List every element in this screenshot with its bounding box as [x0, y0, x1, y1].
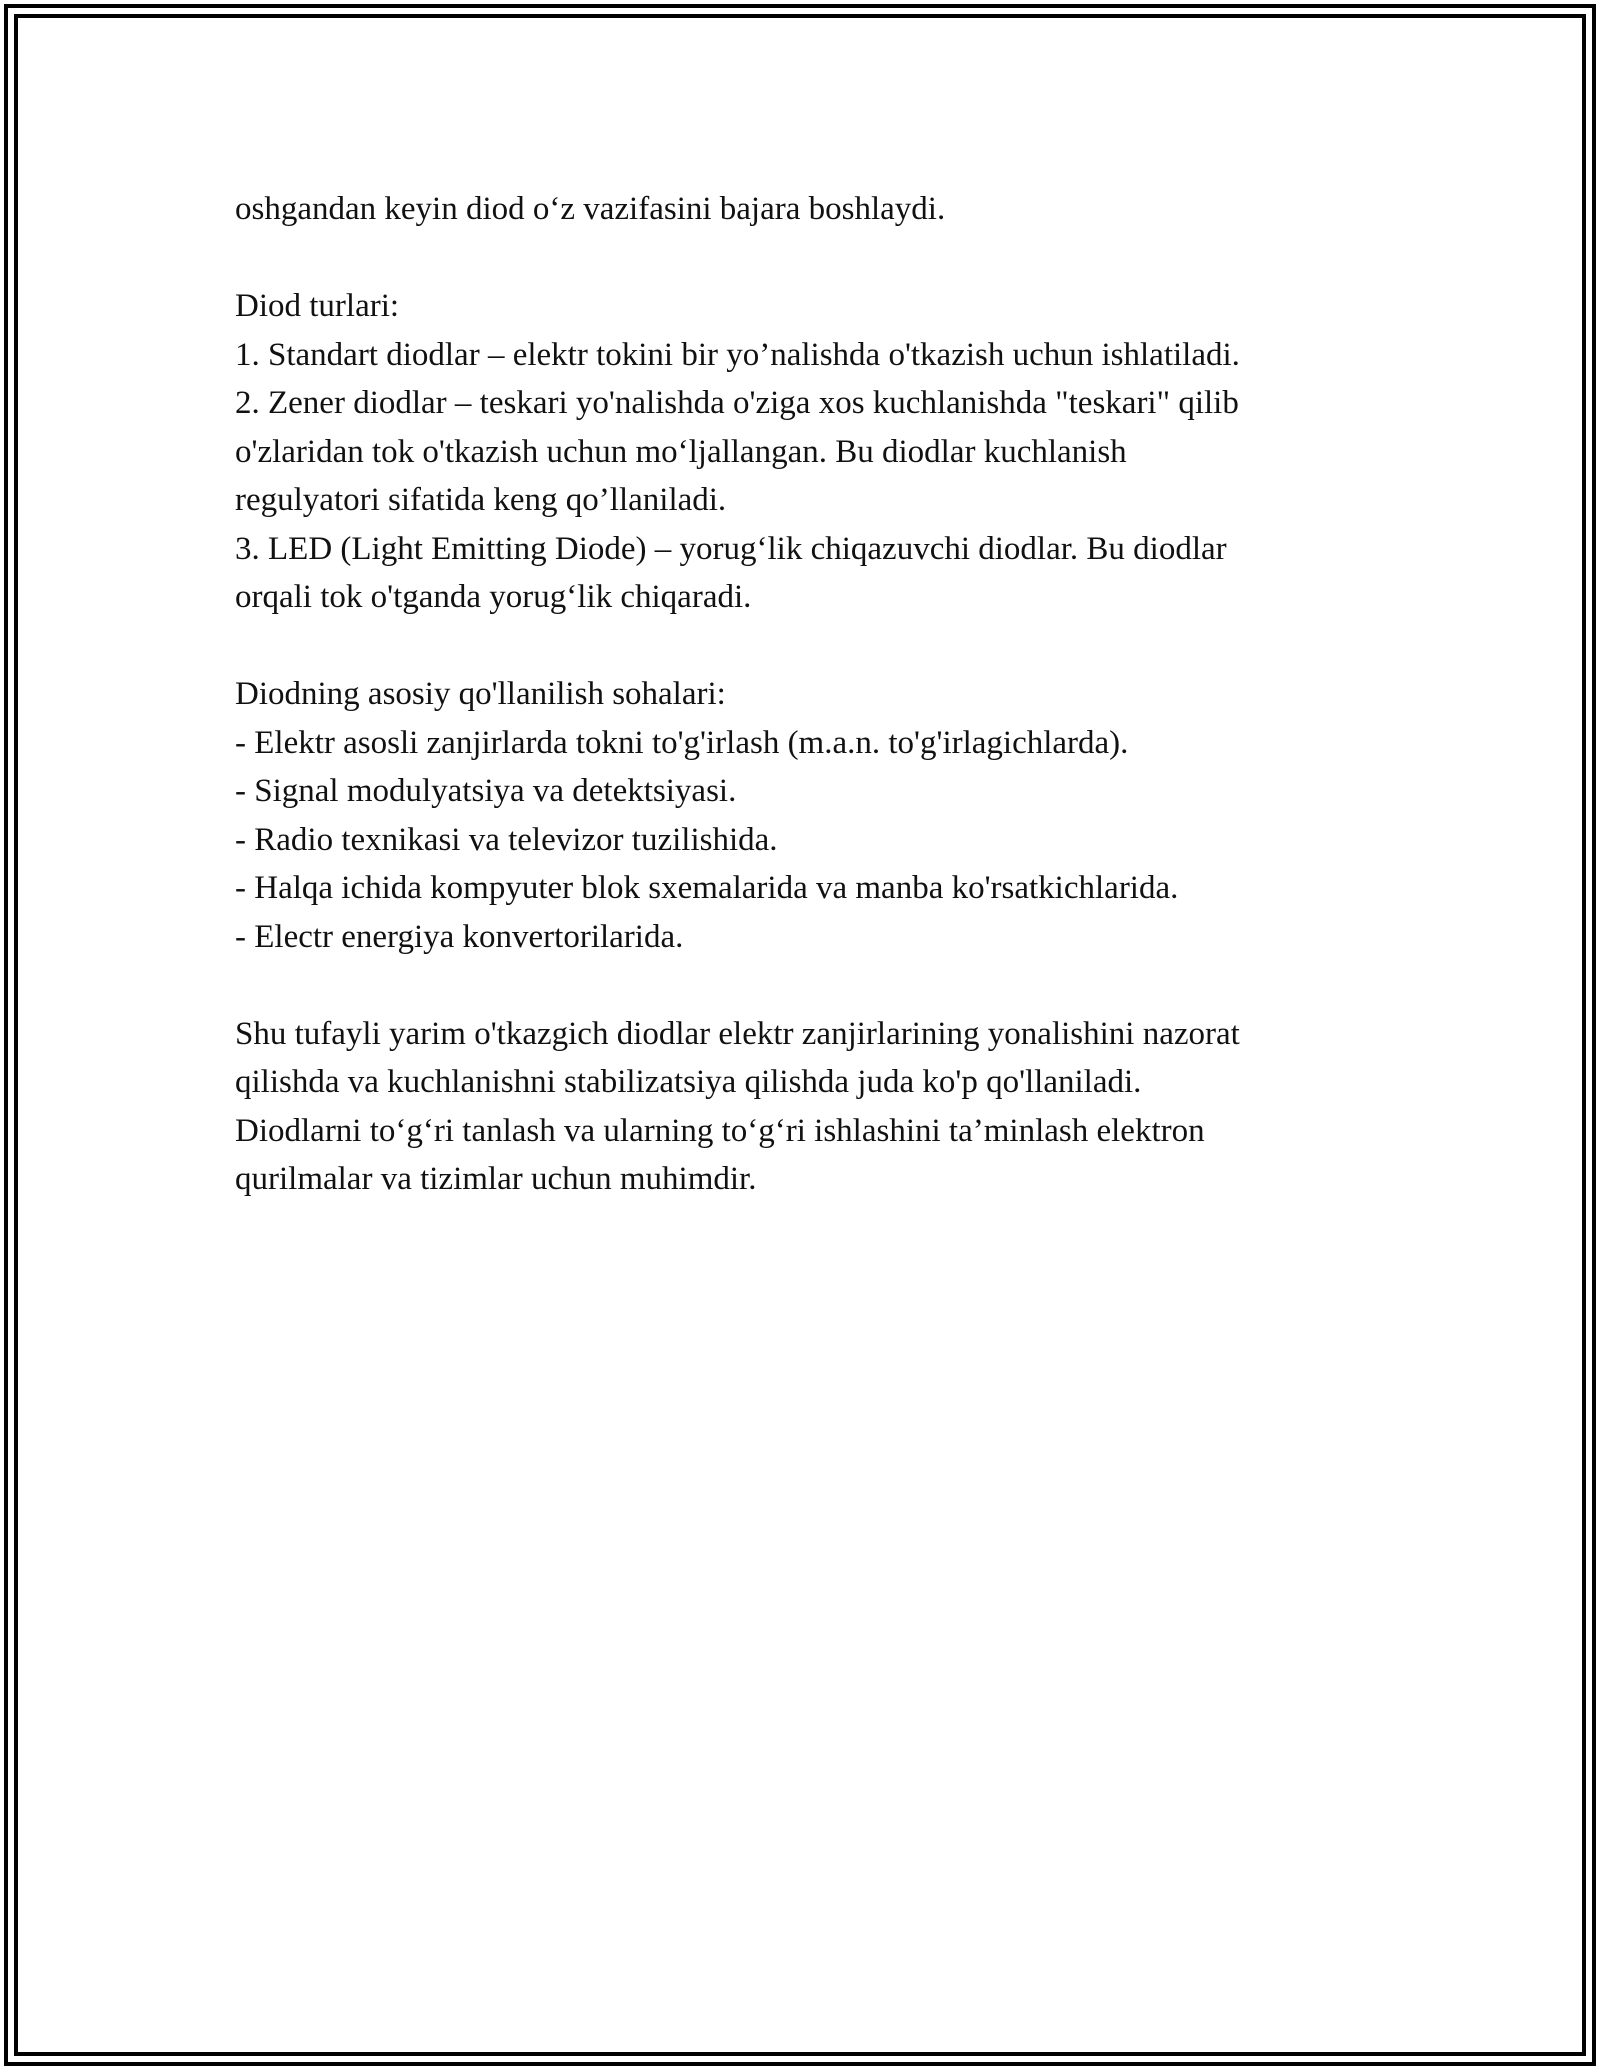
conclusion-paragraph [235, 1010, 1375, 1204]
application-item: - Elektr asosli zanjirlarda tokni to'g'irlash (m.a.n. to'g'irlagichlarda). [235, 724, 1129, 761]
application-item: - Halqa ichida kompyuter blok sxemalarida va manba ko'rsatkichlarida. [235, 870, 1179, 906]
types-line: 2. Zener diodlar – teskari yo'nalishda o'ziga xos kuchlanishda "teskari" qilib [235, 385, 1239, 421]
conclusion-line: qurilmalar va tizimlar uchun muhimdir. [235, 1161, 757, 1197]
blank-line [235, 961, 1375, 1010]
types-line: orqali tok o'tganda yorug‘lik chiqaradi. [235, 579, 752, 615]
document-body [235, 185, 1375, 1204]
conclusion-line: qilishda va kuchlanishni stabilizatsiya qilishda juda ko'p qo'llaniladi. [235, 1064, 1142, 1100]
applications-section [235, 670, 1375, 961]
application-item: - Radio texnikasi va televizor tuzilishida. [235, 821, 778, 858]
conclusion-line: Shu tufayli yarim o'tkazgich diodlar elektr zanjirlarining yonalishini nazorat [235, 1015, 1240, 1052]
section-heading-types: Diod turlari: [235, 288, 400, 324]
types-line: o'zlaridan tok o'tkazish uchun mo‘ljallangan. Bu diodlar kuchlanish [235, 433, 1127, 470]
types-line: 3. LED (Light Emitting Diode) – yorug‘lik chiqazuvchi diodlar. Bu diodlar [235, 530, 1227, 567]
application-item: - Signal modulyatsiya va detektsiyasi. [235, 773, 737, 809]
section-heading-applications: Diodning asosiy qo'llanilish sohalari: [235, 676, 726, 712]
intro-line: oshgandan keyin diod o‘z vazifasini bajara boshlaydi. [235, 191, 946, 227]
blank-line [235, 234, 1375, 283]
blank-line [235, 622, 1375, 671]
application-item: - Electr energiya konvertorilarida. [235, 918, 684, 955]
types-line: 1. Standart diodlar – elektr tokini bir yo’nalishda o'tkazish uchun ishlatiladi. [235, 336, 1240, 373]
conclusion-line: Diodlarni to‘g‘ri tanlash va ularning to‘g‘ri ishlashini ta’minlash elektron [235, 1112, 1205, 1149]
diode-types-section [235, 282, 1375, 622]
types-line: regulyatori sifatida keng qo’llaniladi. [235, 482, 727, 518]
